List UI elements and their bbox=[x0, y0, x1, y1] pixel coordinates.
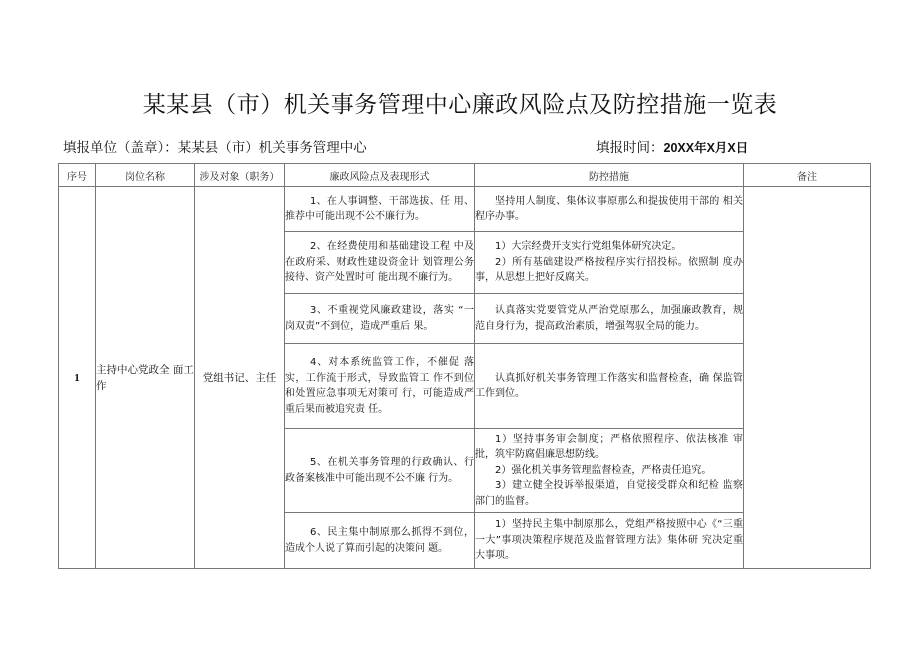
risk-item bbox=[285, 513, 475, 569]
header-note: 备注 bbox=[744, 164, 871, 187]
risk-text: 5、在机关事务管理的行政确认、行政备案核准中可能出现不公不廉 行为。 bbox=[285, 457, 474, 484]
risk-item bbox=[285, 232, 475, 294]
measure-line: 1）大宗经费开支实行党组集体研究决定。 bbox=[495, 241, 682, 253]
header-post: 岗位名称 bbox=[96, 164, 195, 187]
measure-item bbox=[475, 232, 744, 294]
risk-item bbox=[285, 344, 475, 429]
measure-item bbox=[475, 294, 744, 344]
note-cell bbox=[744, 187, 871, 569]
involved-object: 党组书记、主任 bbox=[195, 187, 285, 569]
table-header-row bbox=[59, 164, 871, 187]
risk-text: 6、民主集中制原那么抓得不到位，造成个人说了算而引起的决策问 题。 bbox=[285, 527, 474, 554]
reporting-time-label: 填报时间： bbox=[596, 140, 664, 156]
table-row bbox=[59, 187, 871, 232]
risk-table bbox=[58, 163, 871, 569]
measure-item bbox=[475, 513, 744, 569]
risk-item bbox=[285, 429, 475, 513]
risk-item bbox=[285, 187, 475, 232]
reporting-time bbox=[596, 136, 748, 156]
measure-item bbox=[475, 344, 744, 429]
risk-text: 2、在经费使用和基础建设工程 中及在政府采、财政性建设资金计 划管理公务接待、资产处置时可 能出现不廉行为。 bbox=[285, 241, 474, 284]
measure-line: 1）坚持事务审会制度；严格依照程序、依法核准 审批，筑牢防腐倡廉思想防线。 bbox=[475, 433, 743, 461]
measure-line: 3）建立健全投诉举报渠道，自觉接受群众和纪检 监察部门的监督。 bbox=[475, 480, 743, 507]
measure-line: 认真落实党要管党从严治党原那么，加强廉政教育，规范自身行为，提高政治素质，增强驾驭全局的能力。 bbox=[475, 305, 743, 332]
header-risk: 廉政风险点及表现形式 bbox=[285, 164, 475, 187]
measure-line: 1）坚持民主集中制原那么，党组严格按照中心《“三重一大”事项决策程序规范及监督管理方法》集体研 究决定重大事项。 bbox=[475, 519, 743, 562]
measure-line: 坚持用人制度、集体议事原那么和提拔使用干部的 相关程序办事。 bbox=[475, 195, 743, 222]
header-measures: 防控措施 bbox=[475, 164, 744, 187]
risk-item bbox=[285, 294, 475, 344]
reporting-unit-label: 填报单位（盖章）： bbox=[63, 140, 178, 156]
measure-line: 2）强化机关事务管理监督检查，严格责任追究。 bbox=[495, 464, 712, 476]
measure-line: 认真抓好机关事务管理工作落实和监督检查，确 保监管工作到位。 bbox=[475, 372, 743, 399]
measure-item bbox=[475, 429, 744, 513]
reporting-unit-value: 某某县（市）机关事务管理中心 bbox=[177, 140, 367, 156]
row-number: 1 bbox=[59, 187, 96, 569]
reporting-unit bbox=[63, 136, 367, 156]
risk-text: 1、在人事调整、干部选拔、任 用、推荐中可能出现不公不廉行为。 bbox=[285, 195, 474, 222]
header-no: 序号 bbox=[59, 164, 96, 187]
risk-text: 3、不重视党风廉政建设，落实 “一岗双责”不到位，造成严重后 果。 bbox=[285, 305, 474, 332]
reporting-time-value: 20XX年X月X日 bbox=[663, 141, 749, 155]
risk-text: 4、对本系统监管工作，不催促 落实，工作流于形式，导致监管工 作不到位和处置应急事项无对策可 行，可能造成严重后果而被追究责 任。 bbox=[285, 357, 474, 415]
measure-item bbox=[475, 187, 744, 232]
page-title: 某某县（市）机关事务管理中心廉政风险点及防控措施一览表 bbox=[142, 92, 778, 118]
post-name: 主持中心党政全 面工作 bbox=[96, 187, 195, 569]
header-object: 涉及对象（职务） bbox=[195, 164, 285, 187]
measure-line: 2）所有基础建设严格按程序实行招投标。依照制 度办事，从思想上把好反腐关。 bbox=[475, 256, 743, 284]
